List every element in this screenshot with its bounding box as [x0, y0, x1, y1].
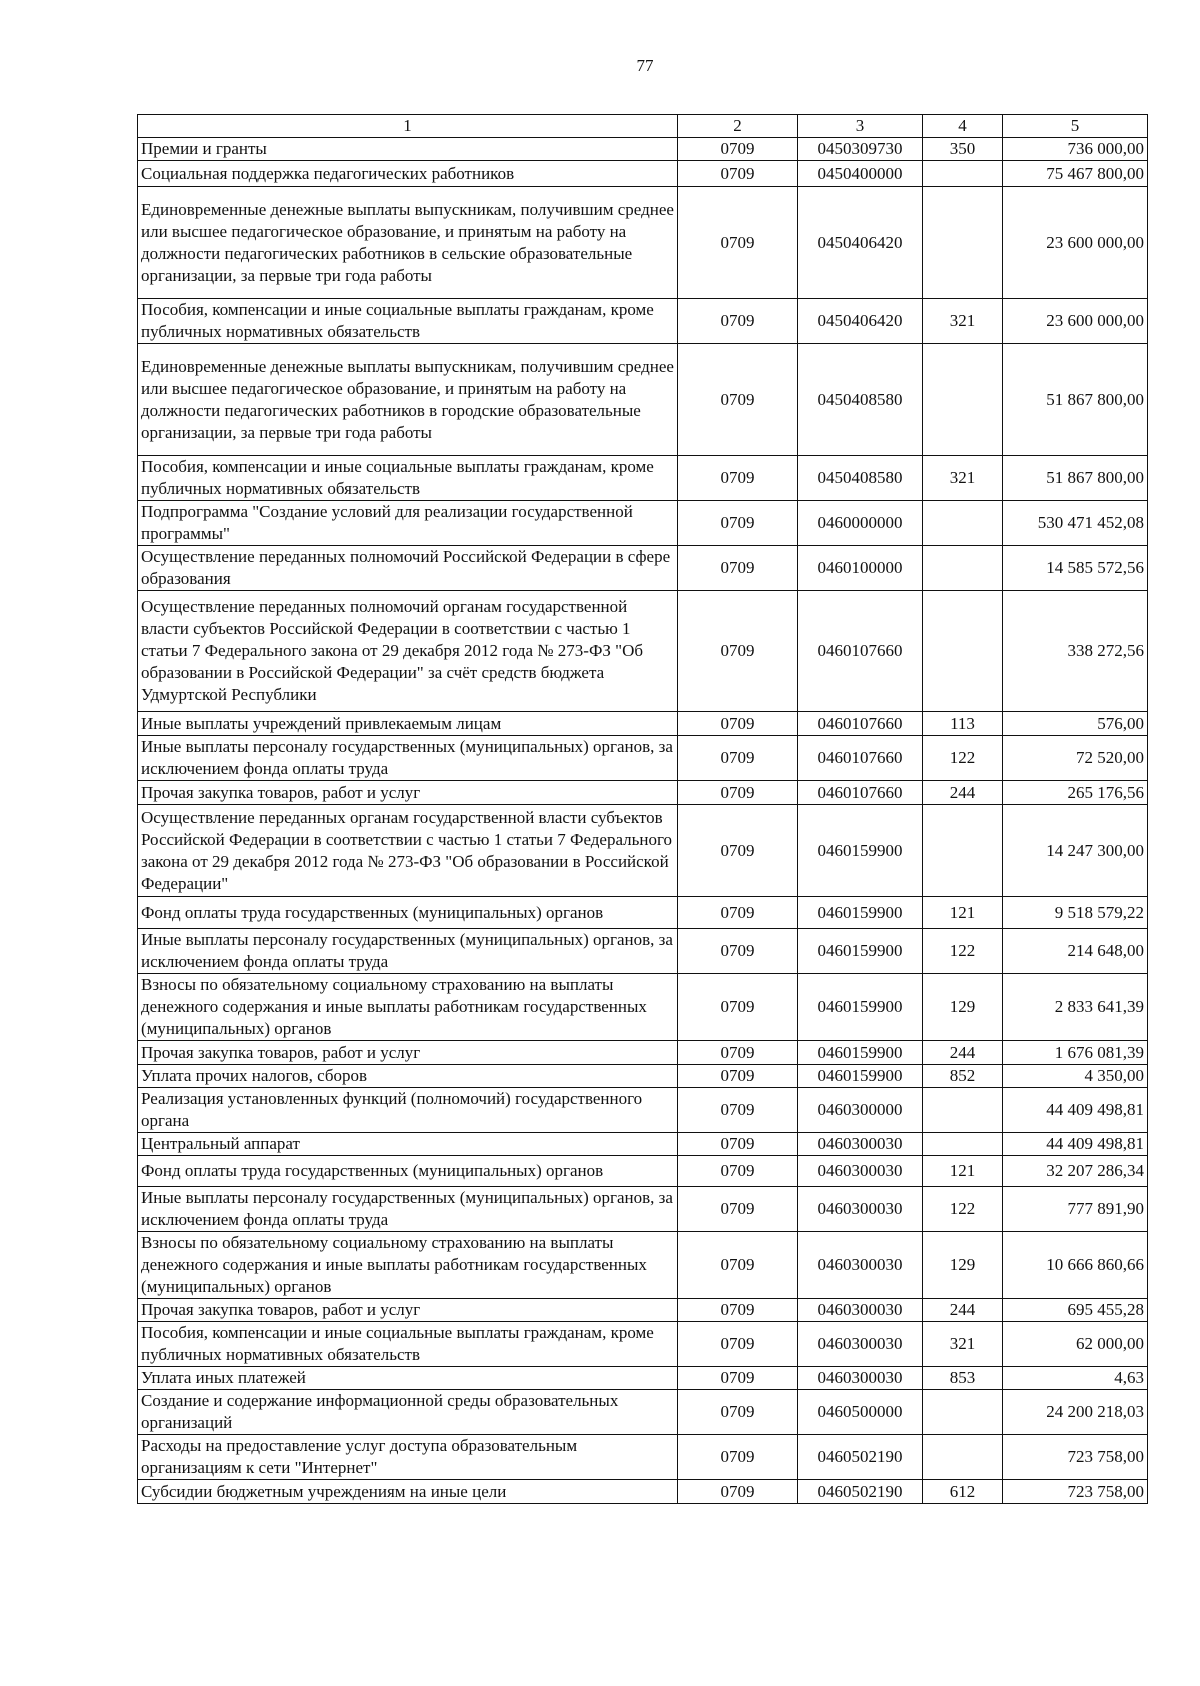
row-type: 122 [923, 929, 1003, 974]
row-amount: 695 455,28 [1003, 1299, 1148, 1322]
table-row [138, 897, 1148, 929]
row-code: 0460159900 [798, 1065, 923, 1088]
table-row [138, 1088, 1148, 1133]
row-section: 0709 [678, 1435, 798, 1480]
table-row [138, 781, 1148, 805]
row-name: Осуществление переданных полномочий органам государственной власти субъектов Российской Федерации в соответствии с частью 1 статьи 7 Федерального закона от 29 декабря 2012 года № 273-ФЗ "Об образовании в Российской Федерации" за счёт средств бюджета Удмуртской Республики [138, 591, 678, 712]
row-name: Создание и содержание информационной среды образовательных организаций [138, 1390, 678, 1435]
row-name: Премии и гранты [138, 138, 678, 161]
row-name: Взносы по обязательному социальному страхованию на выплаты денежного содержания и иные выплаты работникам государственных (муниципальных) органов [138, 1232, 678, 1299]
row-section: 0709 [678, 1065, 798, 1088]
row-section: 0709 [678, 781, 798, 805]
row-name: Уплата прочих налогов, сборов [138, 1065, 678, 1088]
table-row [138, 1390, 1148, 1435]
row-section: 0709 [678, 299, 798, 344]
row-name: Взносы по обязательному социальному страхованию на выплаты денежного содержания и иные выплаты работникам государственных (муниципальных) органов [138, 974, 678, 1041]
row-name: Центральный аппарат [138, 1133, 678, 1156]
table-row [138, 1435, 1148, 1480]
row-type: 853 [923, 1367, 1003, 1390]
row-section: 0709 [678, 929, 798, 974]
row-amount: 4 350,00 [1003, 1065, 1148, 1088]
row-type: 244 [923, 1299, 1003, 1322]
row-code: 0460500000 [798, 1390, 923, 1435]
row-type [923, 1435, 1003, 1480]
row-code: 0460000000 [798, 501, 923, 546]
table-row [138, 138, 1148, 161]
column-header-section: 2 [678, 115, 798, 138]
column-header-type: 4 [923, 115, 1003, 138]
row-section: 0709 [678, 1322, 798, 1367]
row-type: 612 [923, 1480, 1003, 1504]
row-amount: 44 409 498,81 [1003, 1088, 1148, 1133]
row-name: Фонд оплаты труда государственных (муниципальных) органов [138, 897, 678, 929]
row-section: 0709 [678, 1133, 798, 1156]
row-code: 0450408580 [798, 344, 923, 456]
row-code: 0460159900 [798, 929, 923, 974]
row-name: Прочая закупка товаров, работ и услуг [138, 781, 678, 805]
row-amount: 24 200 218,03 [1003, 1390, 1148, 1435]
row-name: Пособия, компенсации и иные социальные выплаты гражданам, кроме публичных нормативных обязательств [138, 456, 678, 501]
row-code: 0460107660 [798, 736, 923, 781]
row-amount: 51 867 800,00 [1003, 456, 1148, 501]
row-type [923, 187, 1003, 299]
row-amount: 214 648,00 [1003, 929, 1148, 974]
row-section: 0709 [678, 1299, 798, 1322]
row-name: Субсидии бюджетным учреждениям на иные цели [138, 1480, 678, 1504]
table-row [138, 546, 1148, 591]
row-name: Расходы на предоставление услуг доступа образовательным организациям к сети "Интернет" [138, 1435, 678, 1480]
row-name: Пособия, компенсации и иные социальные выплаты гражданам, кроме публичных нормативных обязательств [138, 299, 678, 344]
row-name: Осуществление переданных полномочий Российской Федерации в сфере образования [138, 546, 678, 591]
row-amount: 777 891,90 [1003, 1187, 1148, 1232]
row-section: 0709 [678, 1480, 798, 1504]
row-code: 0460159900 [798, 897, 923, 929]
row-section: 0709 [678, 501, 798, 546]
row-section: 0709 [678, 456, 798, 501]
row-amount: 338 272,56 [1003, 591, 1148, 712]
row-code: 0450406420 [798, 187, 923, 299]
row-type: 321 [923, 299, 1003, 344]
row-code: 0460159900 [798, 1041, 923, 1065]
row-amount: 75 467 800,00 [1003, 161, 1148, 187]
row-code: 0460159900 [798, 805, 923, 897]
row-amount: 265 176,56 [1003, 781, 1148, 805]
row-amount: 530 471 452,08 [1003, 501, 1148, 546]
table-row [138, 501, 1148, 546]
row-amount: 2 833 641,39 [1003, 974, 1148, 1041]
table-row [138, 1367, 1148, 1390]
row-section: 0709 [678, 1041, 798, 1065]
row-code: 0460107660 [798, 712, 923, 736]
row-code: 0460300030 [798, 1322, 923, 1367]
table-row [138, 344, 1148, 456]
table-row [138, 187, 1148, 299]
column-header-amount: 5 [1003, 115, 1148, 138]
row-type: 121 [923, 1156, 1003, 1187]
row-section: 0709 [678, 187, 798, 299]
row-section: 0709 [678, 712, 798, 736]
row-code: 0460300000 [798, 1088, 923, 1133]
row-section: 0709 [678, 1156, 798, 1187]
table-row [138, 974, 1148, 1041]
row-amount: 62 000,00 [1003, 1322, 1148, 1367]
table-row [138, 1480, 1148, 1504]
row-type [923, 501, 1003, 546]
row-amount: 23 600 000,00 [1003, 299, 1148, 344]
row-name: Единовременные денежные выплаты выпускникам, получившим среднее или высшее педагогическое образование, и принятым на работу на должности педагогических работников в сельские образовательные организации, за первые три года работы [138, 187, 678, 299]
row-name: Подпрограмма "Создание условий для реализации государственной программы" [138, 501, 678, 546]
row-code: 0460107660 [798, 781, 923, 805]
row-name: Прочая закупка товаров, работ и услуг [138, 1299, 678, 1322]
row-type: 129 [923, 974, 1003, 1041]
table-row [138, 1232, 1148, 1299]
row-code: 0460300030 [798, 1232, 923, 1299]
table-row [138, 805, 1148, 897]
row-type: 122 [923, 1187, 1003, 1232]
row-name: Единовременные денежные выплаты выпускникам, получившим среднее или высшее педагогическое образование, и принятым на работу на должности педагогических работников в городские образовательные организации, за первые три года работы [138, 344, 678, 456]
row-code: 0460300030 [798, 1367, 923, 1390]
row-code: 0460100000 [798, 546, 923, 591]
row-code: 0460300030 [798, 1187, 923, 1232]
row-code: 0460107660 [798, 591, 923, 712]
row-type: 122 [923, 736, 1003, 781]
table-row [138, 1322, 1148, 1367]
row-code: 0460502190 [798, 1435, 923, 1480]
table-row [138, 1299, 1148, 1322]
row-amount: 10 666 860,66 [1003, 1232, 1148, 1299]
row-code: 0460159900 [798, 974, 923, 1041]
row-type [923, 805, 1003, 897]
row-section: 0709 [678, 1232, 798, 1299]
row-section: 0709 [678, 1187, 798, 1232]
row-type: 113 [923, 712, 1003, 736]
table-body [138, 138, 1148, 1504]
row-type: 121 [923, 897, 1003, 929]
column-header-name: 1 [138, 115, 678, 138]
table-row [138, 161, 1148, 187]
row-type [923, 161, 1003, 187]
row-name: Иные выплаты учреждений привлекаемым лицам [138, 712, 678, 736]
row-type [923, 591, 1003, 712]
table-row [138, 456, 1148, 501]
row-amount: 4,63 [1003, 1367, 1148, 1390]
row-type [923, 546, 1003, 591]
row-type: 129 [923, 1232, 1003, 1299]
table-row [138, 1041, 1148, 1065]
table-row [138, 712, 1148, 736]
row-code: 0460502190 [798, 1480, 923, 1504]
row-amount: 32 207 286,34 [1003, 1156, 1148, 1187]
table-row [138, 1156, 1148, 1187]
page-number: 77 [636, 56, 654, 75]
row-code: 0450309730 [798, 138, 923, 161]
row-section: 0709 [678, 161, 798, 187]
row-amount: 576,00 [1003, 712, 1148, 736]
row-code: 0450406420 [798, 299, 923, 344]
row-type: 321 [923, 1322, 1003, 1367]
row-amount: 23 600 000,00 [1003, 187, 1148, 299]
table-header-row [138, 115, 1148, 138]
row-name: Уплата иных платежей [138, 1367, 678, 1390]
table-row [138, 929, 1148, 974]
row-amount: 14 247 300,00 [1003, 805, 1148, 897]
row-section: 0709 [678, 1367, 798, 1390]
row-amount: 9 518 579,22 [1003, 897, 1148, 929]
row-type [923, 344, 1003, 456]
row-type: 350 [923, 138, 1003, 161]
row-name: Пособия, компенсации и иные социальные выплаты гражданам, кроме публичных нормативных обязательств [138, 1322, 678, 1367]
row-amount: 723 758,00 [1003, 1435, 1148, 1480]
row-name: Иные выплаты персоналу государственных (муниципальных) органов, за исключением фонда оплаты труда [138, 929, 678, 974]
table-row [138, 299, 1148, 344]
table-row [138, 1187, 1148, 1232]
table-row [138, 736, 1148, 781]
row-section: 0709 [678, 736, 798, 781]
row-section: 0709 [678, 1390, 798, 1435]
row-amount: 14 585 572,56 [1003, 546, 1148, 591]
row-section: 0709 [678, 344, 798, 456]
row-section: 0709 [678, 546, 798, 591]
row-amount: 72 520,00 [1003, 736, 1148, 781]
row-type [923, 1133, 1003, 1156]
row-type: 852 [923, 1065, 1003, 1088]
table-row [138, 591, 1148, 712]
row-type: 244 [923, 1041, 1003, 1065]
row-name: Фонд оплаты труда государственных (муниципальных) органов [138, 1156, 678, 1187]
row-amount: 44 409 498,81 [1003, 1133, 1148, 1156]
row-section: 0709 [678, 138, 798, 161]
row-code: 0460300030 [798, 1299, 923, 1322]
row-type: 321 [923, 456, 1003, 501]
row-name: Иные выплаты персоналу государственных (муниципальных) органов, за исключением фонда оплаты труда [138, 1187, 678, 1232]
table-row [138, 1065, 1148, 1088]
row-type [923, 1088, 1003, 1133]
row-name: Осуществление переданных органам государственной власти субъектов Российской Федерации в соответствии с частью 1 статьи 7 Федерального закона от 29 декабря 2012 года № 273-ФЗ "Об образовании в Российской Федерации" [138, 805, 678, 897]
row-section: 0709 [678, 805, 798, 897]
budget-table [137, 114, 1148, 1504]
row-code: 0460300030 [798, 1133, 923, 1156]
row-name: Реализация установленных функций (полномочий) государственного органа [138, 1088, 678, 1133]
row-type: 244 [923, 781, 1003, 805]
row-name: Иные выплаты персоналу государственных (муниципальных) органов, за исключением фонда оплаты труда [138, 736, 678, 781]
row-amount: 51 867 800,00 [1003, 344, 1148, 456]
row-name: Социальная поддержка педагогических работников [138, 161, 678, 187]
row-code: 0460300030 [798, 1156, 923, 1187]
row-code: 0450408580 [798, 456, 923, 501]
row-amount: 736 000,00 [1003, 138, 1148, 161]
column-header-code: 3 [798, 115, 923, 138]
row-section: 0709 [678, 591, 798, 712]
row-section: 0709 [678, 974, 798, 1041]
row-amount: 723 758,00 [1003, 1480, 1148, 1504]
table-row [138, 1133, 1148, 1156]
row-code: 0450400000 [798, 161, 923, 187]
row-amount: 1 676 081,39 [1003, 1041, 1148, 1065]
row-section: 0709 [678, 1088, 798, 1133]
row-type [923, 1390, 1003, 1435]
row-name: Прочая закупка товаров, работ и услуг [138, 1041, 678, 1065]
row-section: 0709 [678, 897, 798, 929]
